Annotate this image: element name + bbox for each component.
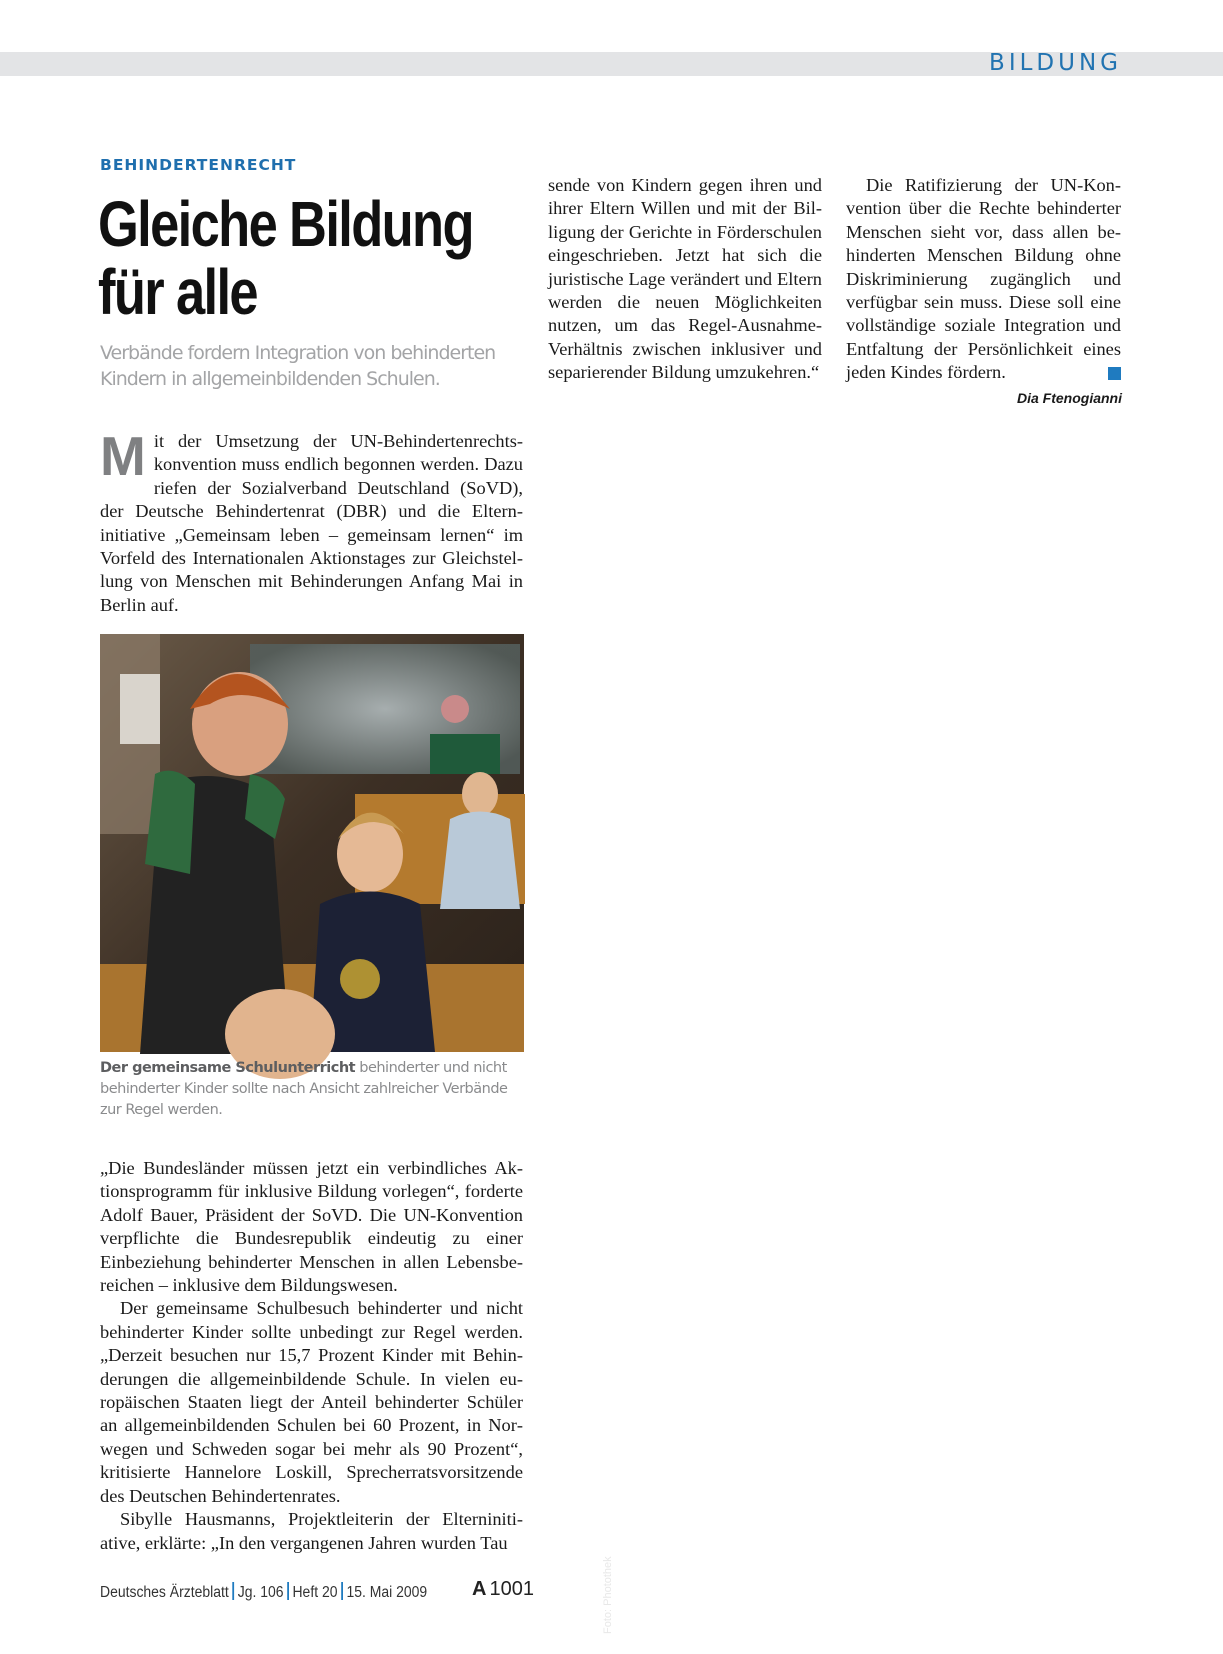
- article-lead: [100, 425, 523, 617]
- drop-cap: M: [100, 425, 146, 487]
- volume: Jg. 106: [237, 1584, 284, 1601]
- caption-lead: Der gemeinsame Schulunterricht: [100, 1060, 356, 1076]
- paragraph: [846, 174, 1121, 385]
- page-footer: [100, 1582, 427, 1602]
- paragraph: „Die Bundesländer müssen jetzt ein verbindliches Aktionsprogramm für inklusive Bildung vorlegen“, forderte Adolf Bauer, Präsident der SoVD. Die UN-Konvention verpflichte die Bundesrepublik eindeutig zu einer Einbeziehung behinderter Menschen in allen Lebensbereichen – inklusive dem Bildungswesen.: [100, 1158, 523, 1296]
- paragraph: Der gemeinsame Schulbesuch behinderter und nicht behinderter Kinder sollte unbedingt zur Regel werden. „Derzeit besuchen nur 15,7 Prozent Kinder mit Behinderungen die allgemeinbildende Schule. In vielen europäischen Staaten liegt der Anteil behinderter Schüler an allgemeinbildenden Schulen bei 60 Prozent, in Norwegen und Schweden sogar bei mehr als 90 Prozent“, kritisierte Hannelore Loskill, Sprecherratsvorsitzende des Deutschen Behindertenrates.: [100, 1298, 523, 1506]
- page-value: 1001: [489, 1578, 534, 1600]
- end-square-icon: [1108, 367, 1121, 380]
- separator: [287, 1582, 289, 1600]
- caption-text: behinderter und nicht behinderter Kinder sollte nach Ansicht zahlreicher Verbände zur Regel werden.: [100, 1060, 508, 1118]
- separator: [341, 1582, 343, 1600]
- classroom-photo: [100, 634, 524, 1052]
- article-column-3: [846, 174, 1121, 385]
- issue-date: 15. Mai 2009: [346, 1584, 428, 1601]
- paragraph: Sibylle Hausmanns, Projektleiterin der Elterninitiative, erklärte: „In den vergangenen Jahren wurden Tau: [100, 1509, 523, 1553]
- separator: [232, 1582, 234, 1600]
- article-headline: [98, 190, 473, 326]
- page-number: [472, 1578, 534, 1601]
- article-kicker: BEHINDERTENRECHT: [100, 156, 297, 174]
- article-author: Dia Ftenogianni: [1017, 390, 1122, 406]
- lead-text: it der Umsetzung der UN-Behindertenrechtskonvention muss endlich begonnen werden. Dazu riefen der Sozialverband Deutschland (SoVD), der Deutsche Behindertenrat (DBR) und die Elterninitiative „Gemeinsam leben – gemeinsam lernen“ im Vorfeld des Internationalen Aktionstages zur Gleichstellung von Menschen mit Behinderungen Anfang Mai in Berlin auf.: [100, 431, 523, 615]
- headline-line-1: Gleiche Bildung: [98, 188, 473, 260]
- article-column-1: [100, 1157, 523, 1555]
- paragraph: sende von Kindern gegen ihren und ihrer Eltern Willen und mit der Billigung der Gerichte in Förderschulen eingeschrieben. Jetzt hat sich die juristische Lage verändert und Eltern werden die neuen Möglichkeiten nutzen, um das Regel-Ausnahme-Verhältnis zwischen inklusiver und separierender Bildung umzukehren.“: [548, 175, 822, 383]
- section-label: BILDUNG: [989, 50, 1122, 76]
- paragraph-text: Die Ratifizierung der UN-Konvention über die Rechte behinderter Menschen sieht vor, dass allen behinderten Menschen Bildung ohne Diskriminierung zugänglich und verfügbar sein muss. Diese soll eine vollständige soziale Integration und Entfaltung der Persönlichkeit eines jeden Kindes fördern.: [846, 175, 1121, 383]
- headline-line-2: für alle: [98, 256, 257, 328]
- photo-caption: [100, 1058, 510, 1121]
- article-column-2: [548, 174, 822, 385]
- page-prefix: A: [472, 1578, 487, 1600]
- article-deck: Verbände fordern Integration von behinderten Kindern in allgemeinbildenden Schulen.: [100, 342, 496, 390]
- journal-name: Deutsches Ärzteblatt: [100, 1584, 229, 1601]
- issue: Heft 20: [292, 1584, 338, 1601]
- photo-credit: Foto: Photothek: [602, 1556, 614, 1634]
